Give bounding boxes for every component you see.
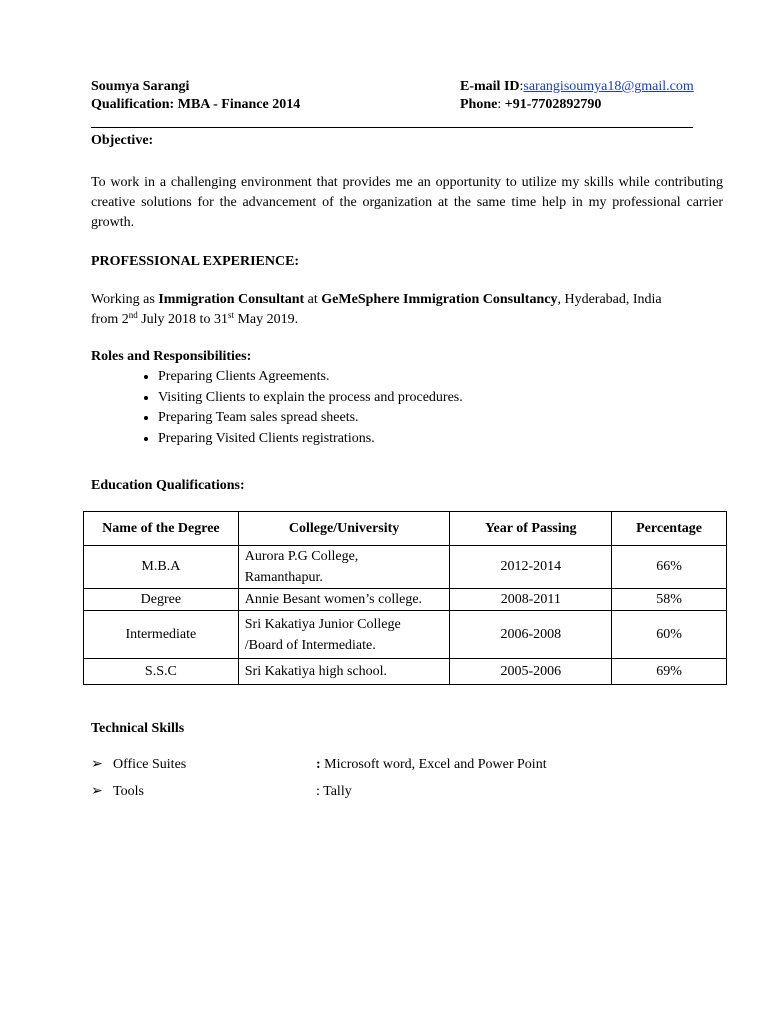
arrow-bullet-icon: ➢ (91, 784, 103, 799)
list-item: • Preparing Team sales spread sheets. (158, 408, 463, 429)
skill-item-tools (91, 782, 144, 802)
candidate-name: Soumya Sarangi (91, 79, 190, 94)
college-cell: Annie Besant women’s college. (238, 589, 450, 611)
list-item: • Preparing Visited Clients registrations. (158, 429, 463, 450)
table-row (84, 611, 727, 659)
column-header: College/University (238, 512, 450, 546)
qualification-line (91, 95, 300, 115)
degree-cell: Intermediate (84, 611, 239, 659)
email-link[interactable]: sarangisoumya18@gmail.com (523, 79, 694, 94)
table-row (84, 589, 727, 611)
qualification-label: Qualification: (91, 97, 175, 112)
college-cell: Sri Kakatiya high school. (238, 659, 450, 685)
phone-line: Phone: +91-7702892790 (460, 97, 602, 112)
phone-label: Phone (460, 97, 498, 112)
column-header: Name of the Degree (84, 512, 239, 546)
experience-heading: PROFESSIONAL EXPERIENCE: (91, 254, 300, 269)
roles-heading: Roles and Responsibilities: (91, 349, 252, 364)
skills-heading: Technical Skills (91, 721, 185, 736)
roles-list (131, 367, 463, 450)
college-cell: Aurora P.G College, Ramanthapur. (238, 546, 450, 589)
email-label: E-mail ID (460, 79, 520, 94)
percentage-cell: 58% (612, 589, 727, 611)
list-item: • Preparing Clients Agreements. (158, 367, 463, 388)
skill-label: Office Suites (113, 757, 187, 772)
skill-item-office-suites (91, 755, 186, 775)
table-row (84, 546, 727, 589)
education-table (83, 511, 727, 685)
email-line: E-mail ID:sarangisoumya18@gmail.com (460, 79, 694, 94)
objective-text: To work in a challenging environment that provides me an opportunity to utilize my skills while contributing creative solutions for the advancement of the organization at the same time help in my professional carrier growth. (91, 175, 723, 230)
percentage-cell: 66% (612, 546, 727, 589)
skill-value-tools: : Tally (316, 784, 352, 799)
year-cell: 2012-2014 (450, 546, 612, 589)
year-cell: 2005-2006 (450, 659, 612, 685)
experience-company: GeMeSphere Immigration Consultancy (321, 292, 558, 307)
education-heading: Education Qualifications: (91, 478, 245, 493)
degree-cell: M.B.A (84, 546, 239, 589)
column-header: Year of Passing (450, 512, 612, 546)
year-cell: 2006-2008 (450, 611, 612, 659)
qualification-value: MBA - Finance 2014 (177, 97, 301, 112)
college-cell: Sri Kakatiya Junior College /Board of Intermediate. (238, 611, 450, 659)
arrow-bullet-icon: ➢ (91, 757, 103, 772)
experience-role: Immigration Consultant (158, 292, 305, 307)
skill-label: Tools (113, 784, 144, 799)
degree-cell: S.S.C (84, 659, 239, 685)
skill-value-office-suites: : Microsoft word, Excel and Power Point (316, 757, 547, 772)
experience-text: Working as Immigration Consultant at GeMeSphere Immigration Consultancy, Hyderabad, India from 2nd July 2018 to 31st May 2019. (91, 292, 662, 327)
phone-value: +91-7702892790 (504, 97, 602, 112)
table-header-row (84, 512, 727, 546)
percentage-cell: 60% (612, 611, 727, 659)
degree-cell: Degree (84, 589, 239, 611)
objective-heading: Objective: (91, 133, 154, 148)
list-item: • Visiting Clients to explain the process and procedures. (158, 388, 463, 409)
year-cell: 2008-2011 (450, 589, 612, 611)
header-divider (91, 127, 693, 128)
percentage-cell: 69% (612, 659, 727, 685)
table-row (84, 659, 727, 685)
column-header: Percentage (612, 512, 727, 546)
